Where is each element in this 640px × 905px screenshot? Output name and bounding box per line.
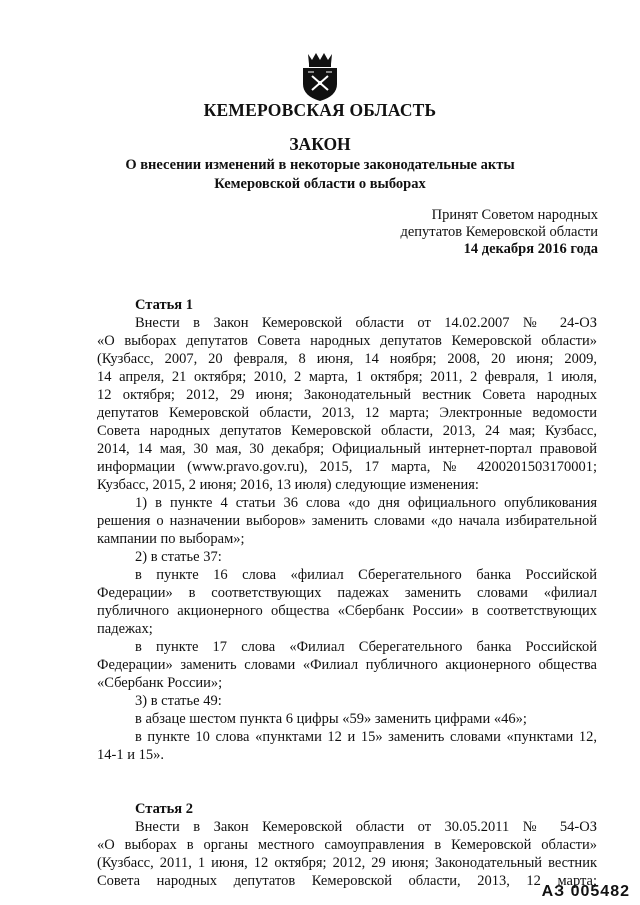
article-2-line: Внести в Закон Кемеровской области от 30.05.2011 № 54-ОЗ [135, 819, 597, 835]
item-2b-line: «Сбербанк России»; [97, 675, 223, 691]
item-2a-line: публичного акционерного общества «Сбербанк России» в соответствующих [97, 603, 597, 619]
item-1-line: решения о назначении выборов» заменить словами «до начала избирательной [97, 513, 597, 529]
law-heading: ЗАКОН [289, 134, 351, 154]
article-1-line: Совета народных депутатов Кемеровской области, 2013, 24 мая; Кузбасс, [97, 423, 597, 439]
article-2-line: Совета народных депутатов Кемеровской области, 2013, 12 марта; [97, 873, 597, 889]
coat-of-arms-icon [300, 50, 340, 102]
article-1-line: Внести в Закон Кемеровской области от 14.02.2007 № 24-ОЗ [135, 315, 597, 331]
article-2-line: (Кузбасс, 2011, 1 июня, 12 октября; 2012, 29 июня; Законодательный вестник [97, 855, 597, 871]
item-3-heading: 3) в статье 49: [135, 693, 222, 709]
article-1-line: (Кузбасс, 2007, 20 февраля, 8 июня, 14 ноября; 2008, 20 июня; 2009, [97, 351, 597, 367]
article-1-line: 12 октября; 2012, 29 июня; Законодательный вестник Совета народных [97, 387, 597, 403]
adoption-line-2: депутатов Кемеровской области [400, 224, 598, 240]
item-1-line: кампании по выборам»; [97, 531, 245, 547]
item-2a-line: падежах; [97, 621, 153, 637]
article-1-line: 14 апреля, 21 октября; 2010, 2 марта, 1 октября; 2011, 2 февраля, 1 июля, [97, 369, 597, 385]
region-heading: КЕМЕРОВСКАЯ ОБЛАСТЬ [203, 100, 437, 120]
article-1-line: депутатов Кемеровской области, 2013, 12 марта; Электронные ведомости [97, 405, 597, 421]
article-1-line: «О выборах депутатов Совета народных депутатов Кемеровской области» [97, 333, 597, 349]
article-1-line: Кузбасс, 2015, 2 июня; 2016, 13 июля) следующие изменения: [97, 477, 479, 493]
adoption-date: 14 декабря 2016 года [463, 241, 598, 257]
adoption-block [400, 207, 598, 258]
item-3b-line: 14-1 и 15». [97, 747, 164, 763]
item-3b-line: в пункте 10 слова «пунктами 12 и 15» заменить словами «пунктами 12, [135, 729, 597, 745]
item-2-heading: 2) в статье 37: [135, 549, 222, 565]
item-1-line: 1) в пункте 4 статьи 36 слова «до дня официального опубликования [135, 495, 597, 511]
article-2-title: Статья 2 [135, 801, 193, 817]
item-2a-line: в пункте 16 слова «филиал Сберегательного банка Российской [135, 567, 597, 583]
item-2b-line: в пункте 17 слова «Филиал Сберегательного банка Российской [135, 639, 597, 655]
adoption-line-1: Принят Советом народных [431, 207, 598, 223]
law-subtitle: О внесении изменений в некоторые законодательные акты Кемеровской области о выборах [125, 157, 515, 192]
item-2a-line: Федерации» в соответствующих падежах заменить словами «филиал [97, 585, 597, 601]
law-body [97, 296, 597, 890]
article-1-line: 2014, 14 мая, 30 мая, 30 декабря; Официальный интернет-портал правовой [97, 441, 597, 457]
article-1-line: информации (www.pravo.gov.ru), 2015, 17 марта, № 4200201503170001; [97, 459, 597, 475]
document-serial-number: АЗ 005482 [541, 883, 630, 900]
article-1-title: Статья 1 [135, 297, 193, 313]
article-2-line: «О выборах в органы местного самоуправления в Кемеровской области» [97, 837, 597, 853]
item-2b-line: Федерации» заменить словами «Филиал публичного акционерного общества [97, 657, 597, 673]
item-3a-line: в абзаце шестом пункта 6 цифры «59» заменить цифрами «46»; [135, 711, 527, 727]
